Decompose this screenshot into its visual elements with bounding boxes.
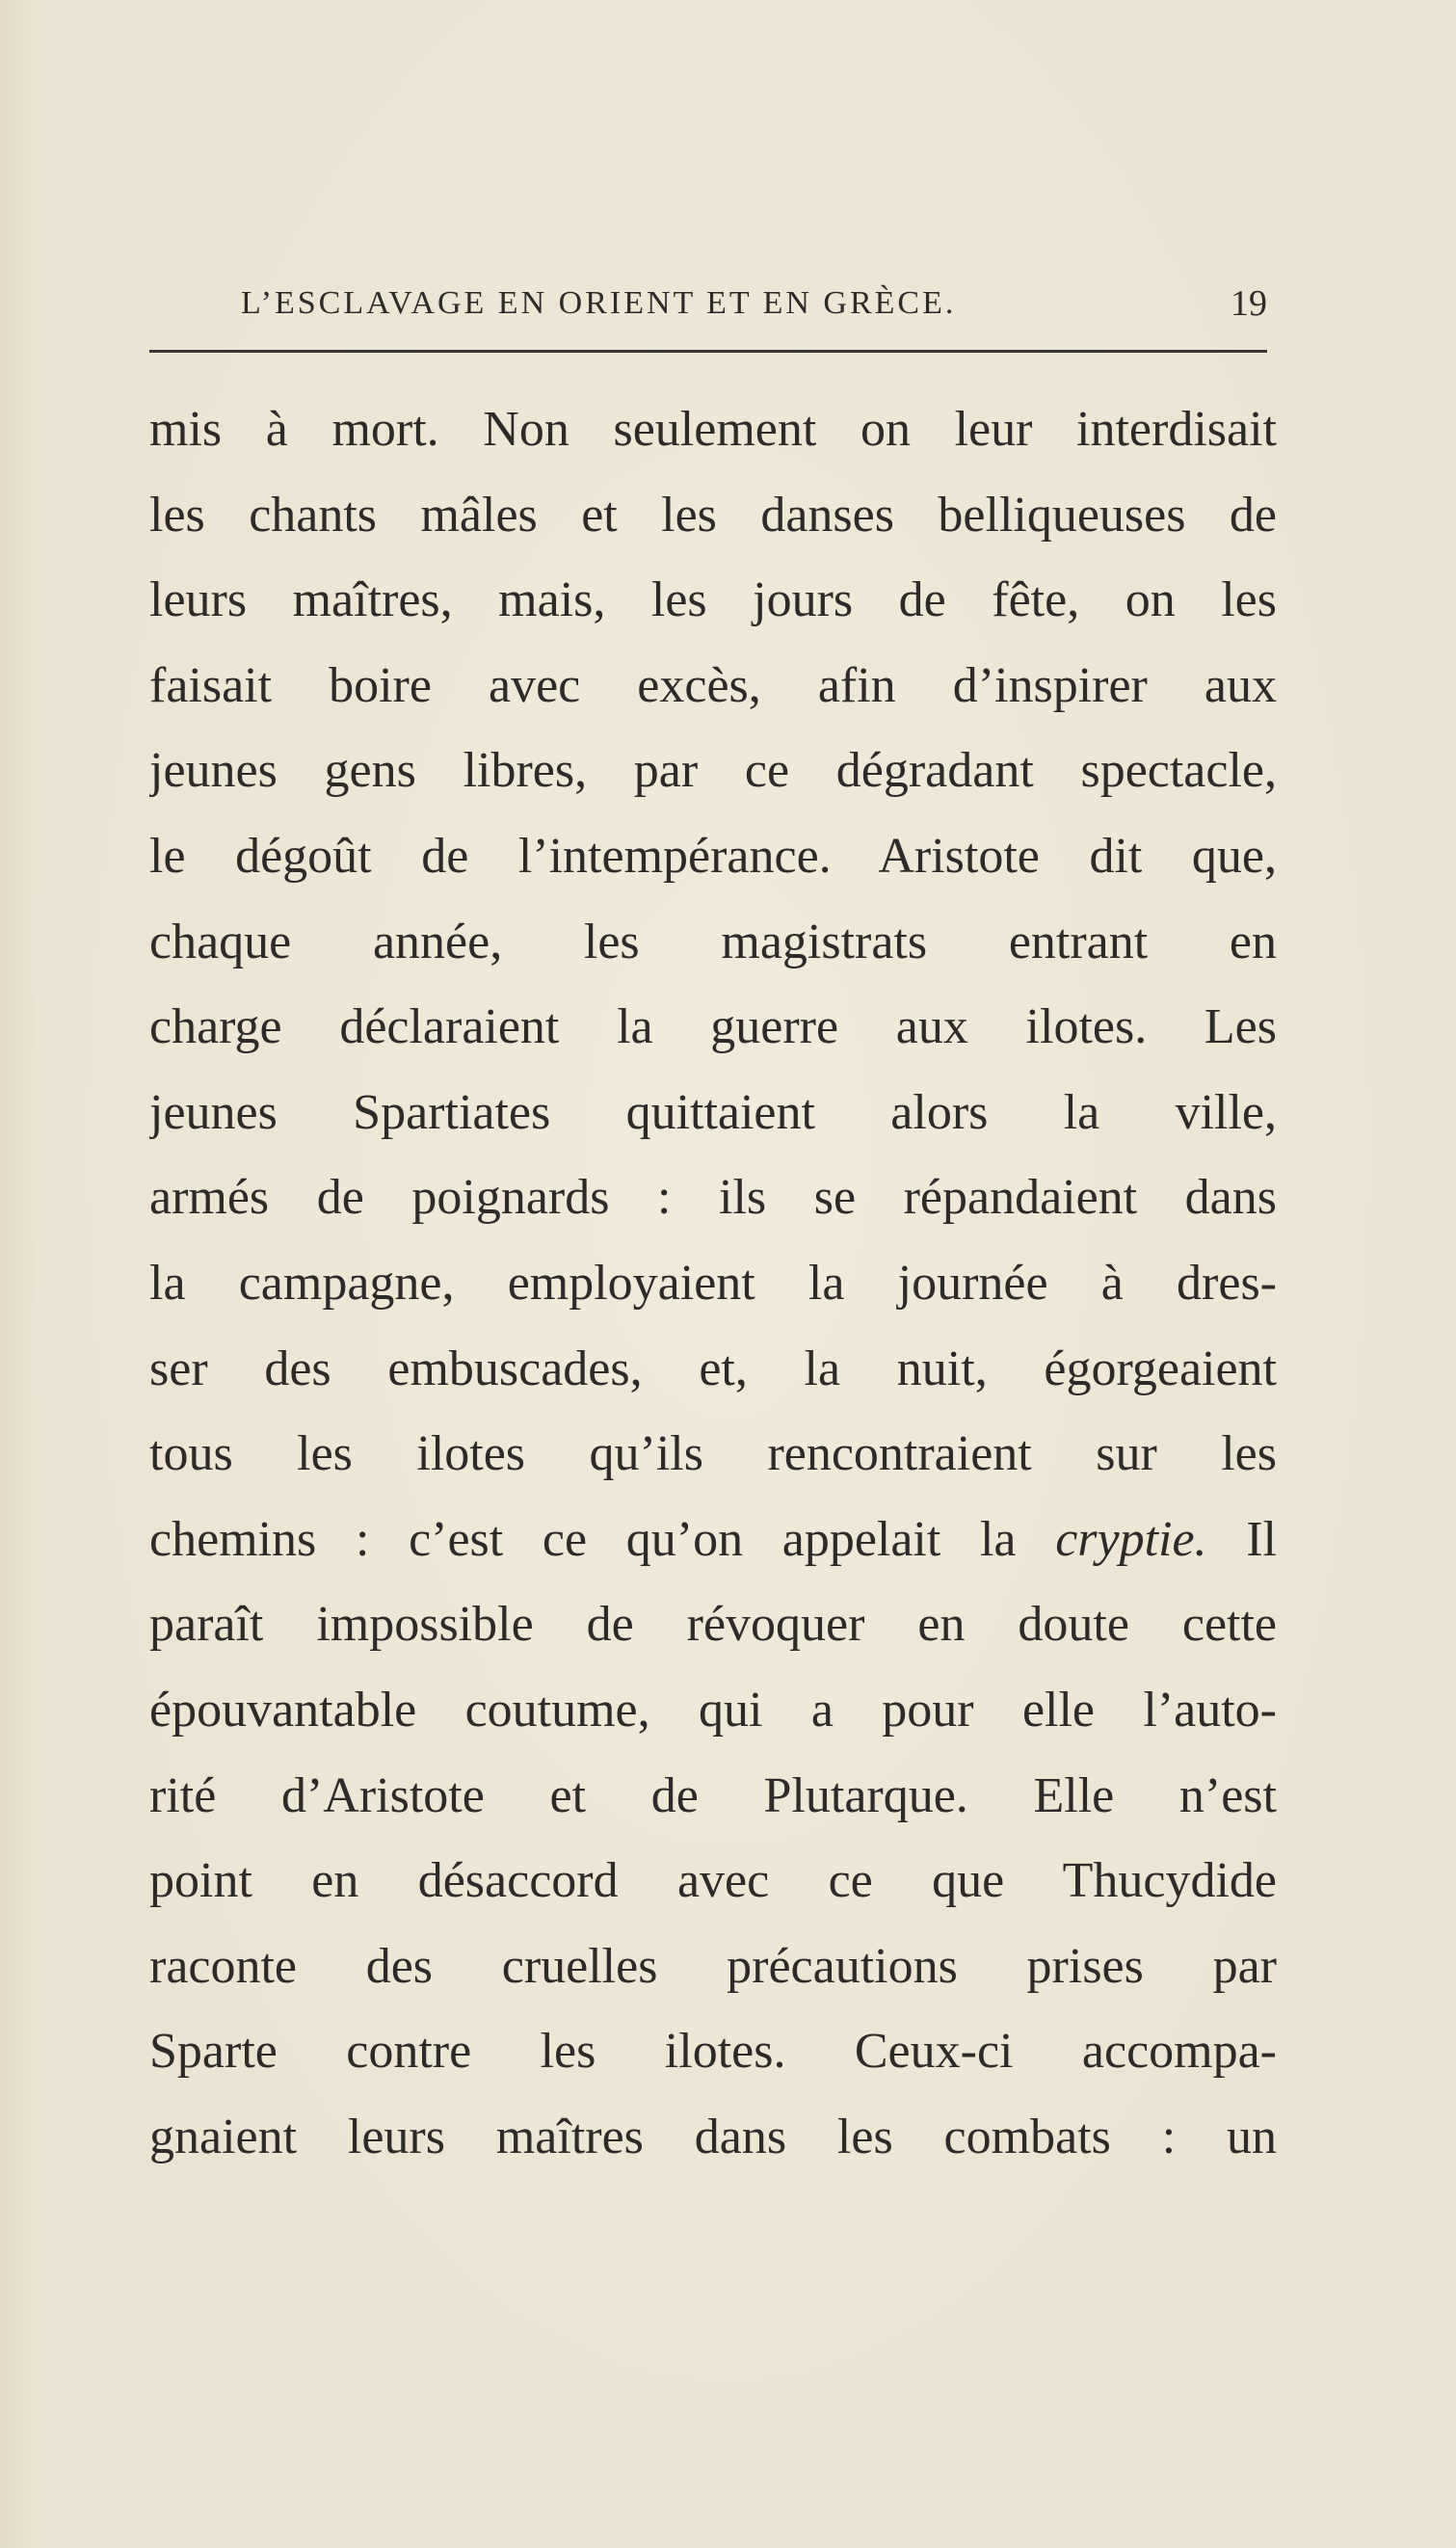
text-line: les chants mâles et les danses belliqueuses de	[149, 487, 1277, 543]
page-header	[241, 279, 1267, 328]
running-title: L’ESCLAVAGE EN ORIENT ET EN GRÈCE.	[241, 285, 957, 321]
text-line: le dégoût de l’intempérance. Aristote dit que,	[149, 828, 1277, 884]
text-line: armés de poignards : ils se répandaient dans	[149, 1170, 1277, 1226]
text-line: paraît impossible de révoquer en doute cette	[149, 1597, 1277, 1653]
text-line: mis à mort. Non seulement on leur interdisait	[149, 402, 1277, 457]
text-line: faisait boire avec excès, afin d’inspirer aux	[149, 657, 1277, 713]
header-rule	[149, 350, 1267, 353]
text-line: gnaient leurs maîtres dans les combats : un	[149, 2109, 1277, 2164]
text-line: charge déclaraient la guerre aux ilotes. Les	[149, 999, 1277, 1055]
text-line: épouvantable coutume, qui a pour elle l’auto-	[149, 1682, 1277, 1738]
line-text-after: Il	[1246, 1511, 1277, 1567]
text-line: jeunes gens libres, par ce dégradant spectacle,	[149, 743, 1277, 799]
text-line: rité d’Aristote et de Plutarque. Elle n’est	[149, 1767, 1277, 1823]
text-line: leurs maîtres, mais, les jours de fête, on les	[149, 572, 1277, 628]
body-text	[149, 387, 1277, 2180]
text-line: jeunes Spartiates quittaient alors la ville,	[149, 1084, 1277, 1140]
text-line: tous les ilotes qu’ils rencontraient sur les	[149, 1426, 1277, 1482]
line-text-before: chemins : c’est ce qu’on appelait la	[149, 1511, 1017, 1567]
text-line-cryptie	[149, 1498, 1277, 1583]
text-line: ser des embuscades, et, la nuit, égorgeaient	[149, 1340, 1277, 1396]
text-line: chaque année, les magistrats entrant en	[149, 914, 1277, 969]
text-line: la campagne, employaient la journée à dres-	[149, 1255, 1277, 1311]
text-line: Sparte contre les ilotes. Ceux-ci accompa-	[149, 2024, 1277, 2080]
italic-term: cryptie.	[1055, 1511, 1207, 1567]
text-line: point en désaccord avec ce que Thucydide	[149, 1853, 1277, 1909]
text-line: raconte des cruelles précautions prises par	[149, 1938, 1277, 1994]
page-number: 19	[1231, 283, 1267, 324]
